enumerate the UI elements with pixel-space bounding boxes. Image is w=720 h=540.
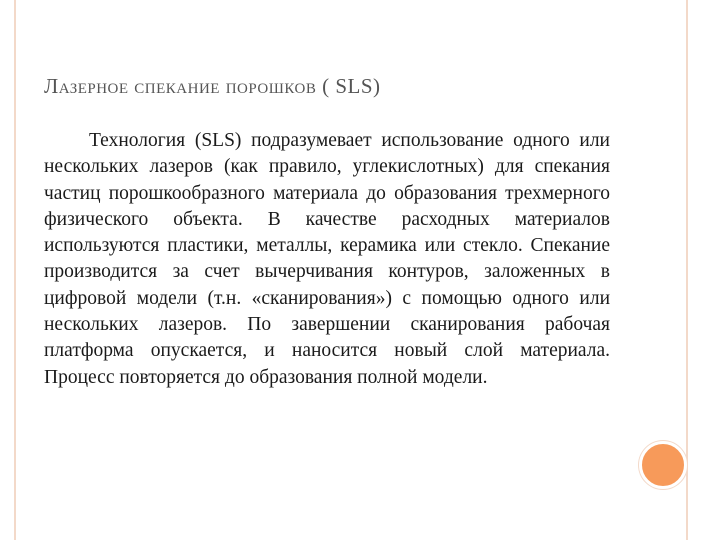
orange-circle-decoration: [639, 441, 687, 489]
slide-body-text: Технология (SLS) подразумевает использование одного или нескольких лазеров (как правило, углекислотных) для спекания частиц порошкообразного материала до образования трехмерного физического объекта. В качестве расходных материалов используются пластики, металлы, керамика или стекло. Спекание производится за счет вычерчивания контуров, заложенных в цифровой модели (т.н. «сканирования») с помощью одного или нескольких лазеров. По завершении сканирования рабочая платформа опускается, и наносится новый слой материала. Процесс повторяется до образования полной модели.: [44, 130, 610, 388]
left-border-line: [14, 0, 16, 540]
slide-title: Лазерное спекание порошков ( SLS): [44, 74, 381, 98]
